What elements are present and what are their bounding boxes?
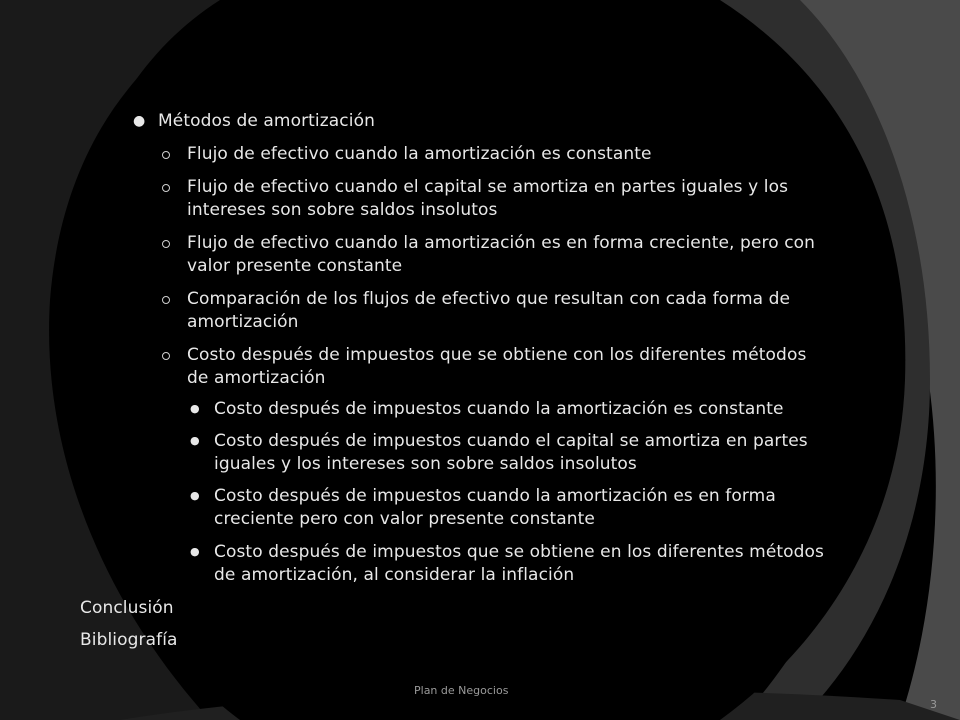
sub-item-4-line-2: amortización [187, 312, 299, 332]
footer-text: Plan de Negocios [414, 684, 509, 697]
sub-bullet-circle [162, 352, 170, 360]
sub-item-4-line-1: Comparación de los flujos de efectivo que resultan con cada forma de [187, 289, 791, 309]
sub-sub-item-4-line-2: de amortización, al considerar la inflación [214, 565, 575, 585]
sub-sub-item-3-line-2: creciente pero con valor presente constante [214, 509, 595, 529]
sub-sub-bullet-dot: ● [190, 545, 200, 558]
sub-item-5-line-2: de amortización [187, 368, 326, 388]
page-number: 3 [930, 698, 937, 711]
sub-bullet-circle [162, 240, 170, 248]
conclusion-item: Conclusión [80, 598, 174, 618]
bibliography-item: Bibliografía [80, 630, 178, 650]
sub-item-2-line-1: Flujo de efectivo cuando el capital se amortiza en partes iguales y los [187, 177, 789, 197]
sub-sub-bullet-dot: ● [190, 402, 200, 415]
sub-item-2-line-2: intereses son sobre saldos insolutos [187, 200, 498, 220]
sub-bullet-circle [162, 151, 170, 159]
sub-item-3-line-1: Flujo de efectivo cuando la amortización es en forma creciente, pero con [187, 233, 816, 253]
sub-sub-item-2-line-2: iguales y los intereses son sobre saldos insolutos [214, 454, 637, 474]
sub-sub-item-3-line-1: Costo después de impuestos cuando la amortización es en forma [214, 486, 776, 506]
sub-item-5-line-1: Costo después de impuestos que se obtiene con los diferentes métodos [187, 345, 807, 365]
sub-sub-bullet-dot: ● [190, 434, 200, 447]
sub-bullet-circle [162, 184, 170, 192]
sub-sub-bullet-dot: ● [190, 489, 200, 502]
sub-item-1-line-1: Flujo de efectivo cuando la amortización es constante [187, 144, 652, 164]
sub-sub-item-1-line-1: Costo después de impuestos cuando la amortización es constante [214, 399, 784, 419]
sub-sub-item-2-line-1: Costo después de impuestos cuando el capital se amortiza en partes [214, 431, 808, 451]
sub-item-3-line-2: valor presente constante [187, 256, 403, 276]
sub-sub-item-4-line-1: Costo después de impuestos que se obtiene en los diferentes métodos [214, 542, 825, 562]
main-bullet-text: Métodos de amortización [158, 111, 375, 131]
sub-bullet-circle [162, 296, 170, 304]
main-bullet-dot: ● [133, 113, 146, 129]
